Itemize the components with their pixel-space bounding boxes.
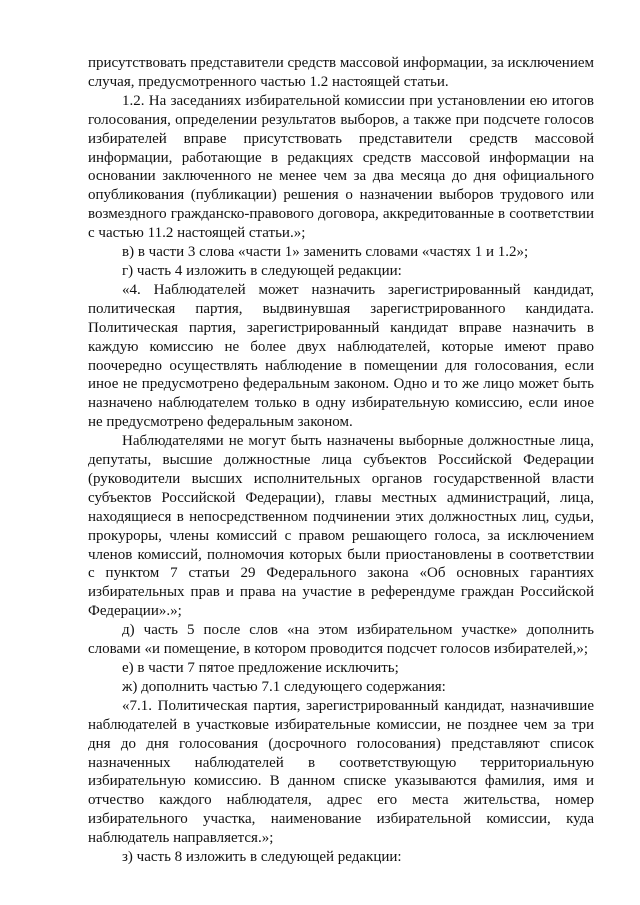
paragraph-continuation: присутствовать представители средств массовой информации, за исключением случая, предусмотренного частью 1.2 настоящей статьи.: [88, 55, 594, 90]
paragraph-part-7-1: «7.1. Политическая партия, зарегистрированный кандидат, назначившие наблюдателей в участковые избирательные комиссии, не позднее чем за три дня до дня голосования (досрочного голосования) представляют список назначенных наблюдателей в соответствующую территориальную избирательную комиссию. В данном списке указываются фамилия, имя и отчество каждого наблюдателя, адрес его места жительства, номер избирательного участка, наименование избирательной комиссии, куда наблюдатель направляется.»;: [88, 697, 594, 847]
paragraph-amendment-e: е) в части 7 пятое предложение исключить;: [122, 660, 399, 676]
paragraph-amendment-zh: ж) дополнить частью 7.1 следующего содержания:: [122, 678, 446, 695]
paragraph-amendment-z: з) часть 8 изложить в следующей редакции:: [122, 849, 402, 866]
paragraph-amendment-g: г) часть 4 изложить в следующей редакции:: [122, 262, 402, 279]
paragraph-part-4: «4. Наблюдателей может назначить зарегистрированный кандидат, политическая партия, выдвинувшая зарегистрированного кандидата. Политическая партия, зарегистрированный кандидат вправе назначить в каждую комиссию не более двух наблюдателей, которые имеют право поочередно осуществлять наблюдение в помещении для голосования, если иное не предусмотрено федеральным законом. Одно и то же лицо может быть назначено наблюдателем только в одну избирательную комиссию, если иное не предусмотрено федеральным законом.: [88, 281, 594, 431]
paragraph-amendment-v: в) в части 3 слова «части 1» заменить словами «частях 1 и 1.2»;: [122, 244, 529, 261]
document-page: [88, 54, 594, 867]
paragraph-amendment-d: д) часть 5 после слов «на этом избирательном участке» дополнить словами «и помещение, в котором проводится подсчет голосов избирателей,»;: [88, 622, 594, 658]
paragraph-observers-restrictions: Наблюдателями не могут быть назначены выборные должностные лица, депутаты, высшие должностные лица субъектов Российской Федерации (руководители высших исполнительных органов государственной власти субъектов Российской Федерации), главы местных администраций, лица, находящиеся в непосредственном подчинении этих должностных лиц, судьи, прокуроры, члены комиссий с правом решающего голоса, за исключением членов комиссий, полномочия которых были приостановлены в соответствии с пунктом 7 статьи 29 Федерального закона «Об основных гарантиях избирательных прав и права на участие в референдуме граждан Российской Федерации».»;: [88, 433, 594, 620]
paragraph-part-1-2: 1.2. На заседаниях избирательной комиссии при установлении ею итогов голосования, определении результатов выборов, а также при подсчете голосов избирателей вправе присутствовать представители средств массовой информации, работающие в редакциях средств массовой информации на основании заключенного не менее чем за два месяца до дня официального опубликования (публикации) решения о назначении выборов трудового или возмездного гражданско-правового договора, аккредитованные в соответствии с частью 11.2 настоящей статьи.»;: [88, 92, 594, 242]
